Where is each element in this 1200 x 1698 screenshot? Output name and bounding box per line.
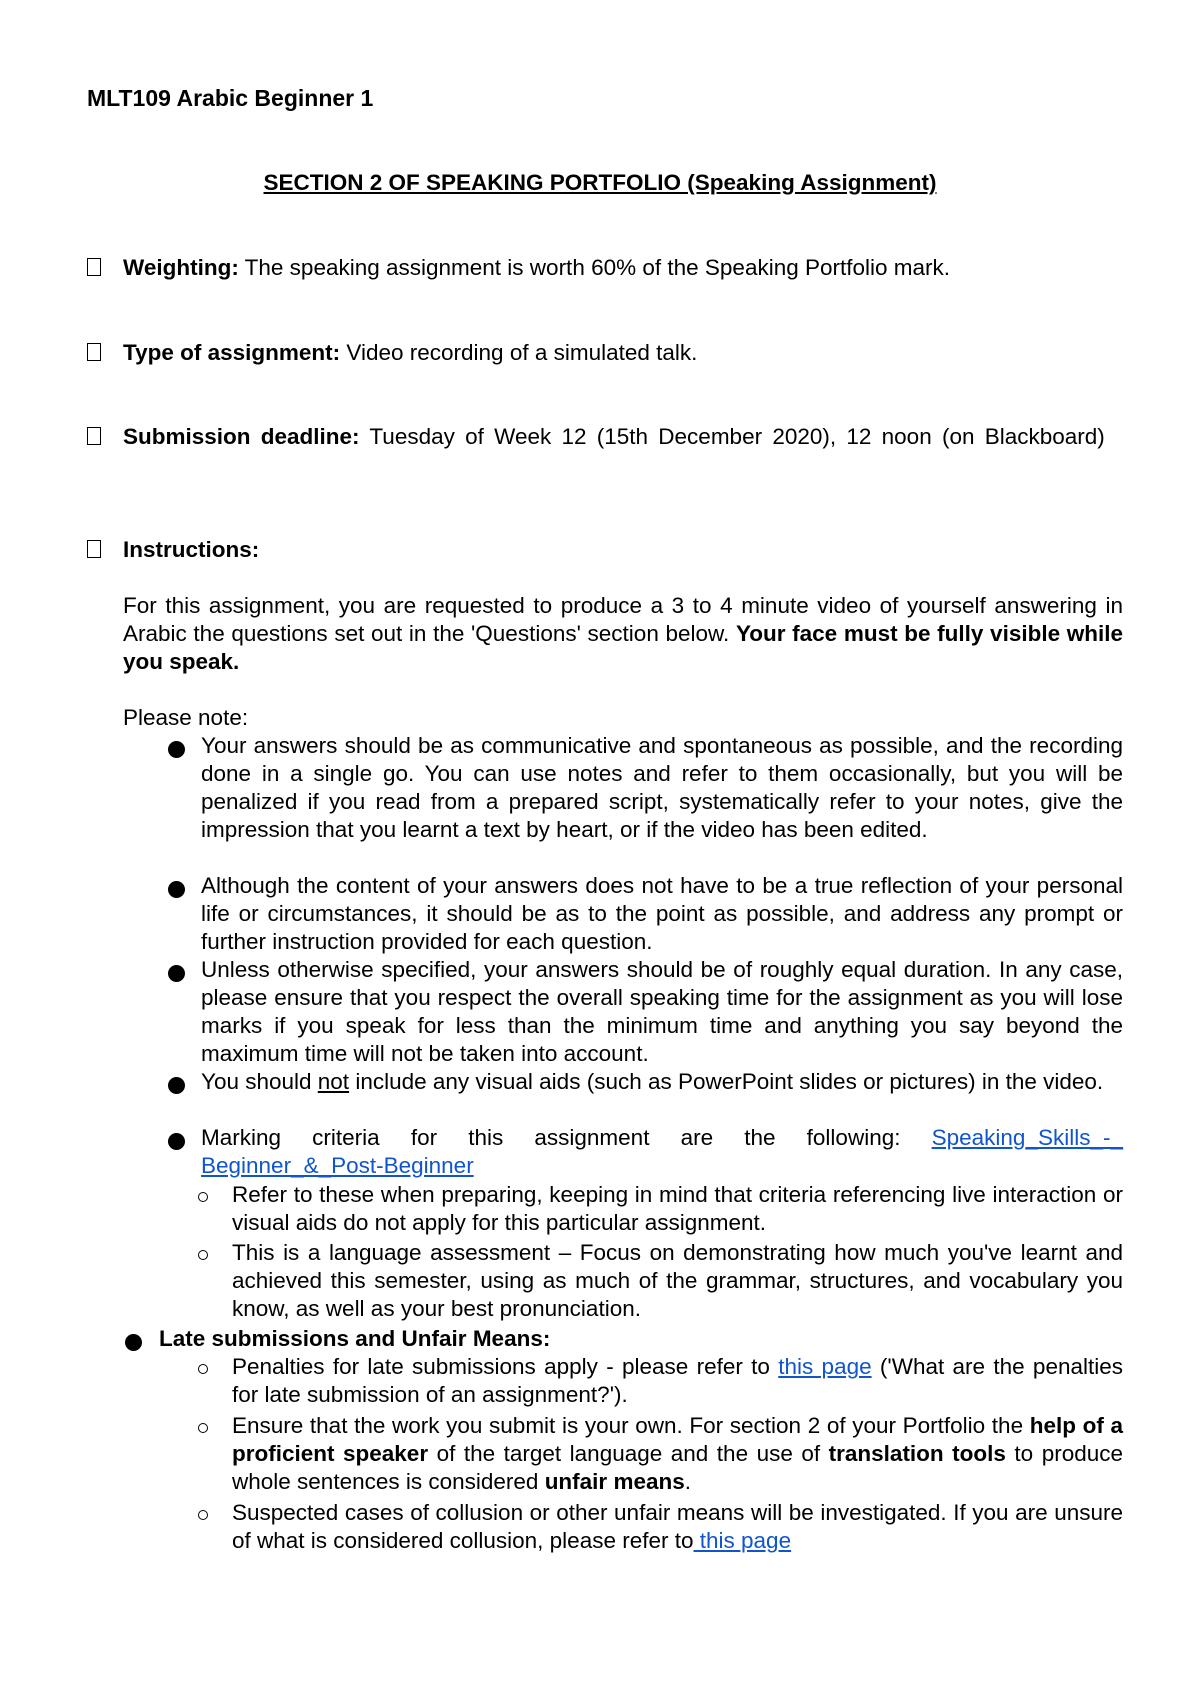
checkbox-icon — [87, 343, 101, 361]
sub-bullet-icon — [198, 1510, 208, 1520]
marking-criteria-link-continued[interactable]: Beginner_&_Post-Beginner — [201, 1153, 474, 1178]
bullet-4 — [201, 1068, 1123, 1096]
intro-text: For this assignment, you are requested to produce a 3 to 4 minute video of yourself answering in Arabic the questions set out in the 'Questions' section below. — [123, 593, 1123, 646]
bullet-5-link-line — [201, 1152, 1123, 1180]
bullet-3: Unless otherwise specified, your answers should be of roughly equal duration. In any case, please ensure that you respect the overall speaking time for the assignment as you will lose marks if you speak for less than the minimum time and anything you say beyond the maximum time will not be taken into account. — [201, 957, 1123, 1066]
weighting-item — [87, 254, 1123, 282]
bullet-4-text-a: You should — [201, 1069, 318, 1094]
bullet-5-text: Marking criteria for this assignment are the following: — [201, 1125, 932, 1150]
bullet-5 — [201, 1124, 1123, 1152]
bullet-icon — [168, 1077, 185, 1094]
own-work-bold-3: unfair means — [544, 1469, 685, 1494]
deadline-item — [87, 423, 1123, 451]
own-work-bold-1: help of a proficient speaker — [232, 1413, 1123, 1466]
checkbox-icon — [87, 258, 101, 276]
weighting-text: The speaking assignment is worth 60% of the Speaking Portfolio mark. — [238, 255, 951, 280]
sub-bullet-icon — [198, 1364, 208, 1374]
own-work-text-d: to produce whole sentences is considered — [232, 1441, 1124, 1494]
instructions-item — [87, 536, 1123, 564]
deadline-text: Tuesday of Week 12 (15th December 2020), 12 noon (on Blackboard) — [359, 424, 1105, 449]
own-work-bold-2: translation tools — [828, 1441, 1006, 1466]
sub-bullet-refer: Refer to these when preparing, keeping in mind that criteria referencing live interaction or visual aids do not apply for this particular assignment. — [232, 1182, 1123, 1235]
late-penalties-text-b: ('What are the penalties for late submission of an assignment?'). — [232, 1354, 1123, 1407]
type-text: Video recording of a simulated talk. — [340, 340, 698, 365]
unfair-means-own-work — [232, 1412, 1123, 1496]
bullet-icon — [168, 1133, 185, 1150]
intro-paragraph — [123, 592, 1123, 676]
sub-bullet-icon — [198, 1423, 208, 1433]
intro-bold: Your face must be fully visible while you speak. — [123, 621, 1124, 674]
bullet-4-not: not — [317, 1069, 350, 1094]
bullet-icon — [168, 965, 185, 982]
own-work-text-e: . — [684, 1469, 691, 1494]
weighting-label: Weighting: — [123, 255, 239, 280]
checkbox-icon — [87, 540, 101, 558]
bullet-icon — [125, 1334, 142, 1351]
type-item — [87, 339, 1123, 367]
late-penalties — [232, 1353, 1123, 1409]
sub-bullet-language: This is a language assessment – Focus on demonstrating how much you've learnt and achieved this semester, using as much of the grammar, structures, and vocabulary you know, as well as your best pronunciation. — [232, 1240, 1123, 1321]
collusion-item — [232, 1499, 1123, 1555]
bullet-1: Your answers should be as communicative and spontaneous as possible, and the recording done in a single go. You can use notes and refer to them occasionally, but you will be penalized if you read from a prepared script, systematically refer to your notes, give the impression that you learnt a text by heart, or if the video has been edited. — [201, 733, 1123, 842]
late-penalties-text-a: Penalties for late submissions apply - please refer to — [232, 1354, 779, 1379]
section-title: SECTION 2 OF SPEAKING PORTFOLIO (Speaking Assignment) — [263, 170, 937, 195]
type-label: Type of assignment: — [123, 340, 341, 365]
marking-criteria-link[interactable]: Speaking_Skills_-_ — [931, 1125, 1123, 1150]
own-work-text-c: of the target language and the use of — [428, 1441, 829, 1466]
late-heading: Late submissions and Unfair Means: — [159, 1326, 551, 1351]
bullet-icon — [168, 741, 185, 758]
sub-bullet-icon — [198, 1192, 208, 1202]
bullet-4-text-b: include any visual aids (such as PowerPoint slides or pictures) in the video. — [349, 1069, 1104, 1094]
sub-bullet-icon — [198, 1250, 208, 1260]
own-work-text-a: Ensure that the work you submit is your own. For section 2 of your Portfolio the — [232, 1413, 1030, 1438]
instructions-label: Instructions: — [123, 537, 260, 562]
bullet-2: Although the content of your answers does not have to be a true reflection of your personal life or circumstances, it should be as to the point as possible, and address any prompt or further instruction provided for each question. — [201, 873, 1123, 954]
checkbox-icon — [87, 427, 101, 445]
deadline-label: Submission deadline: — [123, 424, 360, 449]
collusion-link[interactable]: this page — [693, 1528, 792, 1553]
collusion-text: Suspected cases of collusion or other unfair means will be investigated. If you are unsure of what is considered collusion, please refer to — [232, 1500, 1123, 1553]
bullet-icon — [168, 881, 185, 898]
please-note: Please note: — [123, 705, 249, 730]
penalties-link[interactable]: this page — [778, 1354, 872, 1379]
course-title: MLT109 Arabic Beginner 1 — [87, 85, 374, 111]
